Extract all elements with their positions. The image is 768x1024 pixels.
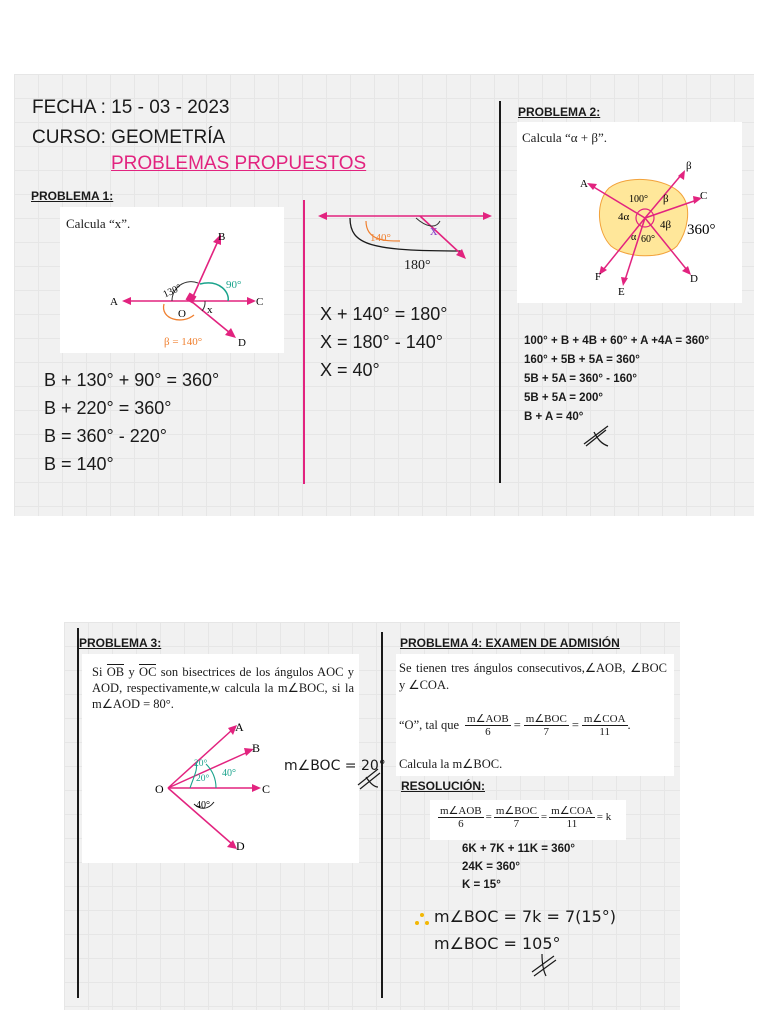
p4-equals-2: = [571, 717, 579, 732]
problem1-heading: PROBLEMA 1: [31, 189, 114, 203]
p3-ray-ob: OB [106, 665, 125, 679]
p3-label-o: O [155, 782, 164, 796]
p4-fraction-2-num: m∠BOC [525, 713, 567, 725]
dot-left [415, 921, 419, 925]
p2-label-d: D [690, 273, 698, 285]
angle-diagram-2 [517, 122, 742, 303]
p2-angle-4a: 4α [618, 211, 630, 223]
p4-ratio-eq-2: = [540, 811, 548, 823]
p4-equals-1: = [513, 717, 521, 732]
sketch-180: 180° [404, 258, 431, 273]
p4-equation-3: K = 15° [462, 879, 501, 891]
p4-ratio-3-num: m∠COA [551, 805, 593, 817]
check-mark-sketch [582, 422, 612, 450]
sketch-140: 140° [370, 232, 391, 244]
p4-ratio-1-den: 6 [458, 818, 464, 830]
p4-prompt-3: Calcula la m∠BOC. [399, 757, 503, 771]
course-label: CURSO: GEOMETRÍA [32, 127, 226, 148]
divider-black-middle [381, 632, 383, 998]
p3-label-b: B [252, 741, 261, 755]
p1-equation-4: B = 140° [44, 454, 114, 474]
p4-fraction-1-num: m∠AOB [467, 713, 509, 725]
p2-label-b: β [686, 160, 692, 172]
p4-ratio-eq-1: = [485, 811, 492, 823]
p3-angle-20a: 20° [194, 759, 208, 769]
p4-ratio-k: = k [596, 811, 612, 823]
problem2-heading: PROBLEMA 2: [518, 105, 601, 119]
divider-pink [303, 200, 305, 484]
p1-label-c: C [256, 296, 264, 308]
p1-solution-1: X + 140° = 180° [320, 304, 448, 324]
problem1-prompt: Calcula “x”. [66, 216, 131, 231]
p3-text-rest: son bisectrices de los ángulos AOC y AOD, respectivamente,w calcula la m∠BOC, si la m∠AOD = 80°. [92, 665, 355, 711]
p3-text-y: y [128, 665, 135, 679]
problem4-heading: PROBLEMA 4: EXAMEN DE ADMISIÓN [400, 636, 620, 650]
p4-prompt-2 [399, 712, 631, 738]
p2-angle-60: 60° [641, 234, 655, 245]
problem2-prompt: Calcula “α + β”. [522, 130, 608, 145]
p4-ratio-row [438, 804, 611, 830]
check-mark-sketch-3 [356, 765, 382, 791]
angle-diagram-1 [60, 207, 284, 353]
p3-label-d: D [236, 839, 245, 853]
p2-angle-4b: 4β [660, 219, 672, 231]
p1-equation-1: B + 130° + 90° = 360° [44, 370, 220, 390]
p2-equation-3: 5B + 5A = 360° - 160° [524, 373, 637, 385]
p2-label-a: A [580, 178, 588, 190]
p3-text-si: Si [92, 665, 103, 679]
check-mark-sketch-4 [530, 950, 558, 978]
p3-ray-oc: OC [139, 665, 157, 679]
p4-ratio-2-num: m∠BOC [495, 805, 537, 817]
dot-top [420, 913, 424, 917]
problem3-heading: PROBLEMA 3: [79, 636, 162, 650]
p1-label-a: A [110, 296, 118, 308]
divider-black-left [77, 628, 79, 998]
p4-ratio-1-num: m∠AOB [440, 805, 482, 817]
p2-equation-1: 100° + B + 4B + 60° + A +4A = 360° [524, 335, 710, 347]
p3-angle-40b: 40° [196, 800, 210, 811]
p3-label-c: C [262, 782, 271, 796]
divider-black-top [499, 101, 501, 483]
p1-solution-3: X = 40° [320, 360, 380, 380]
p4-equation-1: 6K + 7K + 11K = 360° [462, 843, 575, 855]
p1-angle-130: 130° [161, 282, 184, 301]
p2-equation-2: 160° + 5B + 5A = 360° [524, 354, 640, 366]
p2-equation-5: B + A = 40° [524, 411, 584, 423]
p1-solution-2: X = 180° - 140° [320, 332, 443, 352]
p3-angle-20b: 20° [196, 774, 210, 784]
p4-ratio-3 [549, 804, 595, 830]
p1-equation-2: B + 220° = 360° [44, 398, 172, 418]
p4-ratio-2 [494, 804, 539, 830]
p1-label-x: x [207, 304, 213, 316]
p4-prompt-intro: “O”, tal que [399, 717, 460, 732]
p4-handwritten-2: m∠BOC = 105° [434, 934, 561, 953]
p4-fraction-3-den: 11 [599, 726, 610, 738]
sketch-x: x [430, 223, 438, 239]
p4-fraction-3-num: m∠COA [583, 713, 626, 725]
p4-prompt-1: Se tienen tres ángulos consecutivos,∠AOB, ∠BOC y ∠COA. [399, 661, 667, 692]
resolution-heading: RESOLUCIÓN: [401, 779, 485, 793]
p4-fraction-2 [524, 712, 569, 738]
problem4-figure [396, 654, 674, 776]
p1-beta-140: β = 140° [164, 336, 203, 348]
p4-period: . [627, 717, 631, 732]
p4-ratio-box [430, 800, 626, 840]
p4-ratio-3-den: 11 [566, 818, 578, 830]
p4-ratio-1 [438, 804, 484, 830]
p1-label-o: O [178, 308, 186, 320]
p4-fraction-2-den: 7 [543, 726, 550, 738]
p3-answer: m∠BOC = 20° [284, 758, 386, 774]
p2-label-e: E [618, 286, 625, 298]
supplementary-angle-sketch [316, 205, 506, 275]
problem2-figure [517, 122, 742, 303]
dot-right [425, 921, 429, 925]
p2-label-c: C [700, 190, 708, 202]
p4-handwritten-1: m∠BOC = 7k = 7(15°) [434, 907, 617, 926]
p4-fraction-1-den: 6 [485, 726, 491, 738]
p2-label-f: F [595, 271, 602, 283]
p4-ratio-2-den: 7 [513, 818, 520, 830]
p1-angle-90: 90° [226, 279, 242, 291]
p1-label-b: B [218, 231, 226, 243]
p2-equation-4: 5B + 5A = 200° [524, 392, 603, 404]
p2-angle-100: 100° [629, 194, 648, 205]
date-label: FECHA : 15 - 03 - 2023 [32, 97, 230, 118]
therefore-dots [415, 913, 429, 927]
p3-label-a: A [235, 720, 244, 734]
p2-label-360: 360° [687, 222, 716, 238]
p2-angle-alpha: α [631, 232, 637, 243]
page-title: PROBLEMAS PROPUESTOS [111, 153, 367, 174]
p1-label-d: D [238, 337, 246, 349]
p4-fraction-1 [465, 712, 511, 738]
p2-angle-beta: β [663, 193, 669, 205]
p4-fraction-3 [582, 712, 628, 738]
p3-angle-40a: 40° [222, 768, 236, 779]
problem1-figure [60, 207, 284, 353]
p4-equation-2: 24K = 360° [462, 861, 520, 873]
p1-equation-3: B = 360° - 220° [44, 426, 167, 446]
